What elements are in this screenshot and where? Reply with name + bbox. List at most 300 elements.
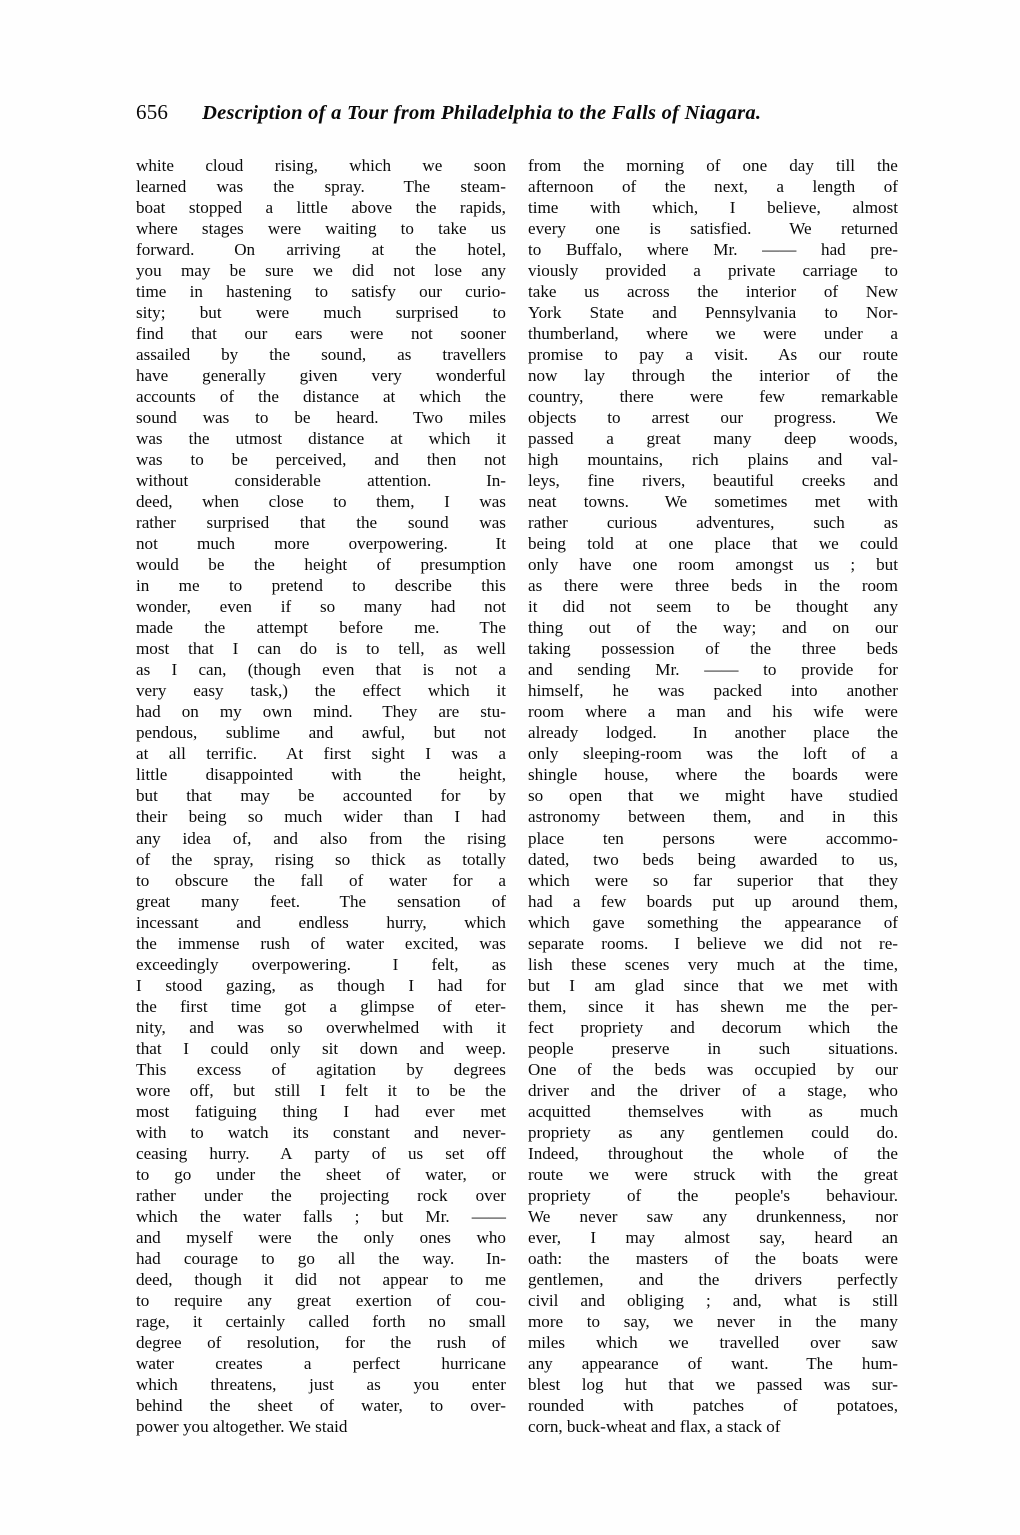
text-word: We [656,492,688,512]
text-line [136,1395,506,1416]
text-word: be [754,597,771,617]
text-word: fatiguing [194,1101,257,1121]
text-word: and [873,471,898,491]
text-line [136,1269,506,1290]
text-word: though [337,975,385,995]
text-word: of [714,1248,729,1268]
text-line [136,764,506,785]
text-word: say, [623,1311,650,1331]
text-word: there [564,576,599,596]
text-word: taking [528,639,571,659]
text-line [136,1080,506,1101]
text-word: of [883,177,898,197]
text-word: heard [814,1227,853,1247]
text-line [136,1353,506,1374]
text-word: which [464,912,506,932]
text-word: a [498,660,506,680]
text-word: can, [198,660,227,680]
text-word: who [868,1080,898,1100]
text-word: that [375,660,402,680]
text-word: length [812,177,856,197]
text-word: not [484,723,506,743]
text-word: most [136,639,170,659]
text-word: did [800,933,823,953]
text-word: watch [227,1122,269,1142]
text-word: arrest [651,408,690,428]
text-word: across [626,282,670,302]
text-word: off [486,1143,506,1163]
text-word: way; [723,618,757,638]
text-word: our [419,282,442,302]
text-word: our [875,618,898,638]
text-word: One [528,1059,557,1079]
text-word: endless [298,912,349,932]
text-word: masters [635,1248,689,1268]
text-line [136,1164,506,1185]
text-word: us [814,555,830,575]
text-word: now [528,366,558,386]
text-word: mind. [313,702,353,722]
text-word: water [136,1353,174,1373]
text-word: were [258,1227,292,1247]
text-word: for [878,660,898,680]
text-word: shewn [720,996,765,1016]
text-word: certainly [225,1311,286,1331]
text-word: got [284,996,307,1016]
text-word: believe, [767,198,821,218]
text-word: (though [247,660,301,680]
text-word: of [271,1059,286,1079]
text-word: generally [202,366,266,386]
text-word: first [323,744,352,764]
text-word: accommo- [825,828,898,848]
text-word: felt, [431,954,459,974]
text-word: and [817,450,843,470]
text-word: we [679,786,700,806]
text-word: never- [462,1122,506,1142]
text-word: the [314,681,336,701]
text-word: as [366,1374,381,1394]
text-word: before [339,618,383,638]
text-line [136,281,506,302]
text-word: travelled [719,1332,780,1352]
text-line [528,260,898,281]
text-line [528,743,898,764]
text-line [136,870,506,891]
text-word: but [433,723,456,743]
text-word: driver [528,1080,569,1100]
text-word: pre- [870,240,898,260]
text-line [528,1395,898,1416]
text-word: any [660,1122,685,1142]
text-word: that [668,1374,694,1394]
text-word: cou- [475,1290,506,1310]
text-word: the [199,1206,221,1226]
text-word: the [390,1332,412,1352]
text-word: be [449,1080,466,1100]
text-word: route [862,345,898,365]
text-line [528,1227,898,1248]
text-word: and [781,618,807,638]
text-word: spray. [324,177,365,197]
text-word: us [584,282,600,302]
text-word: terrific. [206,744,258,764]
text-word: the [209,1395,231,1415]
text-word: next, [714,177,748,197]
text-word: only [528,744,559,764]
text-word: the [356,513,378,533]
text-word: boat [136,198,166,218]
text-word: and [638,1269,664,1289]
text-word: where [646,324,689,344]
text-word: the [415,240,437,260]
text-word: the [744,765,766,785]
text-word: appearance [581,1353,659,1373]
text-word: —— [762,240,797,260]
text-word: remarkable [821,387,898,407]
text-word: the [677,1185,699,1205]
text-word: of [833,1143,848,1163]
text-word: returned [841,219,898,239]
text-word: rage, [136,1311,170,1331]
text-word: ten [602,828,624,848]
text-word: all [168,744,186,764]
text-word: easy [193,681,224,701]
text-line [528,1143,898,1164]
text-word: to [352,576,366,596]
text-line [528,722,898,743]
text-word: deed, [136,1269,173,1289]
text-line [528,785,898,806]
text-word: not [136,534,158,554]
text-word: place [528,828,565,848]
text-word: through [631,366,685,386]
text-word: under [203,1185,243,1205]
text-column-right [528,155,898,1437]
text-word: weep. [465,1038,506,1058]
text-word: eter- [474,996,506,1016]
text-word: that [136,1038,162,1058]
text-word: to [607,408,621,428]
text-word: we [422,156,443,175]
text-word: them, [713,807,752,827]
text-word: to [716,597,730,617]
text-word: to [314,282,329,302]
text-word: beds [730,576,763,596]
text-word: that [186,786,212,806]
text-word: that [771,534,798,554]
text-word: of [136,849,151,869]
text-word: On [225,240,256,260]
text-word: us [490,219,506,239]
text-word: to [136,870,150,890]
text-word: its [292,1122,309,1142]
text-word: with [331,765,362,785]
text-word: house, [604,765,649,785]
text-word: at [390,429,403,449]
text-word: to [255,408,269,428]
text-word: creeks [801,471,846,491]
text-word: stopped [188,198,243,218]
text-word: at [635,534,648,554]
text-line [528,996,898,1017]
text-word: loft [803,744,827,764]
text-line [528,891,898,912]
text-word: the [258,387,279,407]
text-word: any [702,1206,728,1226]
text-word: may [180,261,211,281]
text-word: we [783,975,804,995]
text-word: I [408,975,415,995]
text-word: by [488,786,506,806]
text-line [528,596,898,617]
text-word: ears [294,324,323,344]
text-word: disappointed [205,765,293,785]
text-word: up [754,891,772,911]
text-word: situations. [828,1038,898,1058]
text-line [136,1206,506,1227]
text-word: from [528,156,562,175]
text-word: do [299,639,317,659]
text-line [528,281,898,302]
text-word: utmost [235,429,283,449]
text-word: find [136,324,164,344]
text-word: and [726,702,752,722]
text-line [528,1248,898,1269]
text-word: we [588,1164,609,1184]
text-word: with [442,1017,474,1037]
text-word: and [652,303,677,323]
text-word: be [294,408,311,428]
text-line [528,659,898,680]
text-word: met [480,1101,506,1121]
text-word: nor [875,1206,898,1226]
text-word: were [864,1248,898,1268]
text-word: take [528,282,557,302]
text-word: great [863,1164,898,1184]
text-word: thought [796,597,849,617]
text-word: whole [762,1143,805,1163]
text-word: this [481,576,506,596]
text-word: soon [473,156,506,175]
text-word: was [136,429,163,449]
text-word: the [188,429,210,449]
text-word: country, [528,387,584,407]
text-word: to [136,1164,150,1184]
text-word: small [468,1311,506,1331]
text-word: himself, [528,681,584,701]
text-line [136,701,506,722]
text-word: till [835,156,855,175]
text-word: sensation [397,891,461,911]
text-word: considerable [234,471,321,491]
text-word: place [813,723,850,743]
text-word: was [706,744,733,764]
text-word: At [277,744,304,764]
text-word: great [296,1290,331,1310]
text-word: pendous, [136,723,198,743]
text-word: Mr. [425,1206,450,1226]
text-word: with [590,198,621,218]
text-word: we [763,933,784,953]
text-word: sit [322,1038,339,1058]
text-word: I [232,639,239,659]
text-word: was [823,1374,851,1394]
text-word: which [528,870,570,890]
text-word: the [485,387,506,407]
text-word: propriety [528,1122,591,1142]
text-line [136,954,506,975]
text-line [528,849,898,870]
text-word: not [484,597,506,617]
text-word: to [824,303,838,323]
text-word: he [612,681,629,701]
text-word: go [174,1164,192,1184]
text-word: I [319,1080,326,1100]
text-word: and [419,1038,445,1058]
text-word: of [705,639,720,659]
text-word: immense [177,933,240,953]
text-word: by [406,1059,424,1079]
text-word: stage, [807,1080,847,1100]
text-word: so [528,786,544,806]
text-word: has [675,996,699,1016]
text-word: propriety [580,1017,644,1037]
text-word: I [136,975,142,995]
text-word: they [868,870,898,890]
text-line [136,491,506,512]
text-word: three [801,639,836,659]
text-word: to [449,1269,464,1289]
text-word: at [382,387,396,407]
text-word: three [674,576,710,596]
text-word: believe [697,933,747,953]
text-line [528,1059,898,1080]
text-word: log [581,1374,604,1394]
text-word: in [136,576,150,596]
text-word: own [262,702,293,722]
text-word: time [136,282,167,302]
text-word: or [491,1164,506,1184]
text-word: to [492,303,506,323]
text-word: the [136,933,157,953]
text-word: at [136,744,149,764]
text-word: travellers [442,345,506,365]
text-word: of [349,870,364,890]
text-word: blest [528,1374,561,1394]
text-word: which [595,1332,638,1352]
text-word: two [593,849,619,869]
text-line [528,344,898,365]
text-word: was [216,177,244,197]
text-word: ; [354,1206,360,1226]
text-word: a [498,870,506,890]
text-line [136,1248,506,1269]
text-word: passed [756,1374,803,1394]
text-word: behind [136,1395,183,1415]
text-word: our [720,408,744,428]
text-word: and [590,1080,616,1100]
text-word: almost [852,198,898,218]
text-word: close [268,492,304,512]
page-folio-number: 656 [136,100,169,124]
text-word: the [877,366,898,386]
text-line [528,1332,898,1353]
text-line [528,155,898,176]
text-word: such [758,1038,791,1058]
text-word: satisfied. [690,219,752,239]
text-word: people [528,1038,574,1058]
text-word: and [374,450,399,470]
text-column-left [136,155,506,1437]
text-word: the [828,996,850,1016]
text-line [136,828,506,849]
text-word: time [230,996,262,1016]
text-word: above [351,198,393,218]
text-word: over [475,1185,506,1205]
text-word: but [381,1206,404,1226]
text-word: in [784,576,798,596]
text-word: given [299,366,338,386]
text-word: from [369,828,403,848]
text-word: with [867,975,898,995]
text-word: the [270,1185,292,1205]
text-word: surprised [395,303,459,323]
text-word: far [693,870,713,890]
text-word: and [413,1122,439,1142]
text-line [136,722,506,743]
text-word: wonderful [435,366,506,386]
text-word: not [484,450,506,470]
text-word: heard. [336,408,379,428]
text-word: In- [477,471,506,491]
text-word: the [750,639,772,659]
text-word: thumberland, [528,324,619,344]
text-word: than [403,807,434,827]
text-word: first [180,996,208,1016]
text-word: oath: [528,1248,563,1268]
text-word: a [890,324,898,344]
text-word: a [265,198,274,218]
text-word: The [394,177,431,197]
text-word: much [860,1101,898,1121]
text-word: not [338,1269,361,1289]
text-word: a [572,891,581,911]
text-word: that [627,786,654,806]
text-word: wonder, [136,597,191,617]
text-word: the [711,366,733,386]
text-word: totally [462,849,506,869]
text-word: satisfy [351,282,396,302]
text-word: dated, [528,849,570,869]
text-word: to [416,1080,430,1100]
text-line [136,407,506,428]
text-word: of [823,282,839,302]
text-word: glad [634,975,665,995]
text-word: pretend [271,576,323,596]
text-word: astronomy [528,807,601,827]
text-word: time, [863,954,898,974]
text-word: steam- [460,177,506,197]
text-word: be [208,555,225,575]
text-word: decorum [721,1017,782,1037]
text-word: is [838,1290,851,1310]
text-word: it [496,1017,506,1037]
text-word: themselves [627,1101,704,1121]
text-word: with [623,1395,654,1415]
text-word: the [755,1248,776,1268]
text-line [528,1122,898,1143]
